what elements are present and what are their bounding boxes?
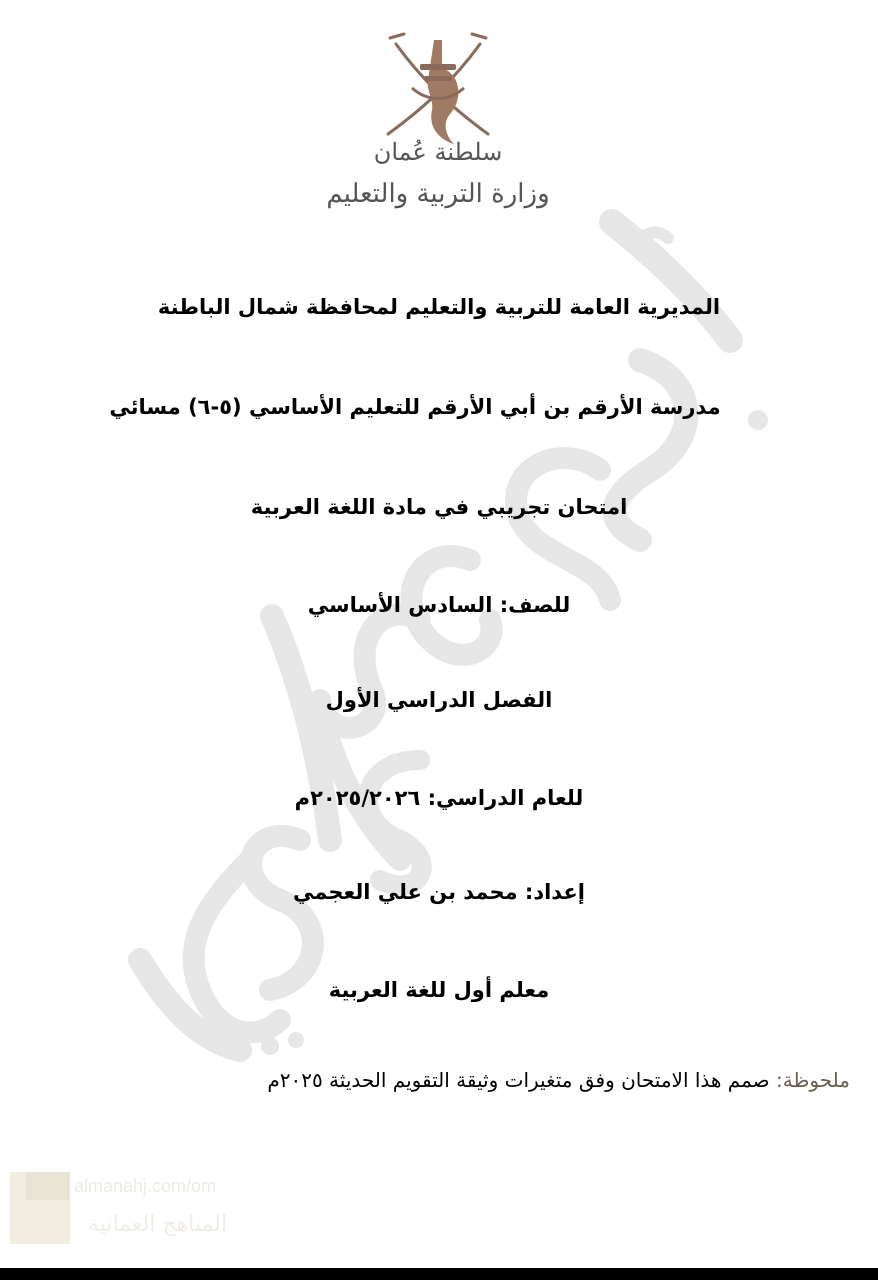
grade-line: للصف: السادس الأساسي	[307, 593, 571, 617]
note-line	[267, 1068, 850, 1092]
teacher-role: معلم أول للغة العربية	[328, 978, 550, 1002]
emblem-text-line1: سلطنة عُمان	[373, 138, 503, 166]
school-name: مدرسة الأرقم بن أبي الأرقم للتعليم الأساسي (٥-٦) مسائي	[109, 395, 721, 419]
site-url-watermark: almanahj.com/om	[74, 1176, 217, 1196]
emblem-text-line2: وزارة التربية والتعليم	[326, 179, 550, 209]
oman-emblem-icon	[312, 30, 564, 226]
prepared-by: إعداد: محمد بن علي العجمي	[293, 880, 585, 904]
site-logo-accent	[26, 1172, 70, 1200]
semester-line: الفصل الدراسي الأول	[325, 688, 553, 712]
exam-title: امتحان تجريبي في مادة اللغة العربية	[250, 495, 628, 519]
bottom-border	[0, 1268, 878, 1280]
directorate-title: المديرية العامة للتربية والتعليم لمحافظة شمال الباطنة	[157, 295, 721, 319]
note-text: صمم هذا الامتحان وفق متغيرات وثيقة التقويم الحديثة ٢٠٢٥م	[267, 1068, 777, 1092]
note-label: ملحوظة:	[776, 1068, 850, 1092]
academic-year: للعام الدراسي: ٢٠٢٥/٢٠٢٦م	[294, 786, 584, 810]
site-name-watermark: المناهج العمانية	[88, 1212, 228, 1237]
